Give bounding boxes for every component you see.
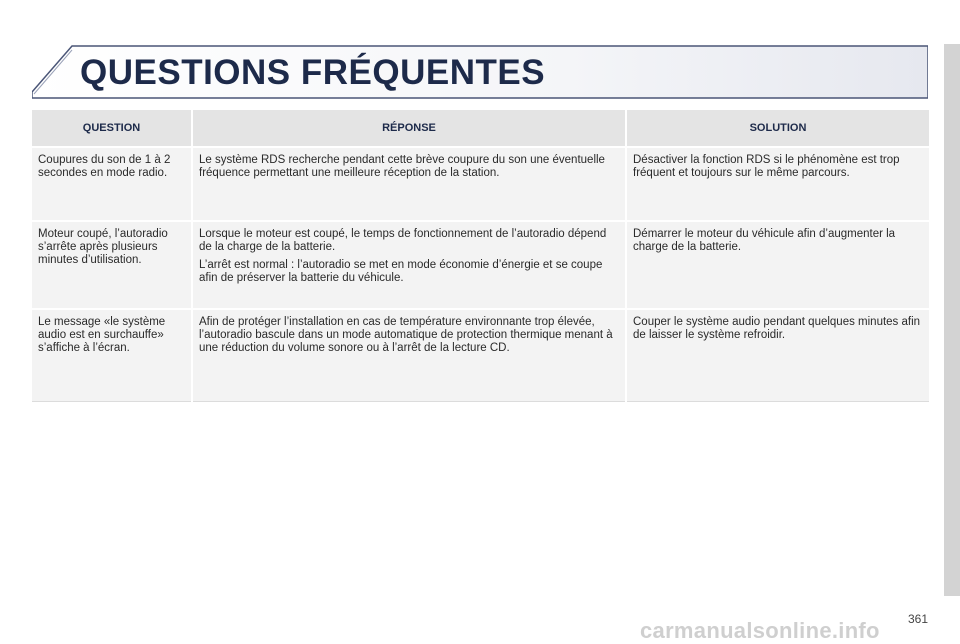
question-cell bbox=[32, 221, 192, 309]
question-text: Coupures du son de 1 à 2 secondes en mode radio. bbox=[38, 154, 171, 179]
table-row bbox=[32, 147, 929, 221]
page-title: QUESTIONS FRÉQUENTES bbox=[80, 53, 546, 92]
question-text: Moteur coupé, l’autoradio s’arrête après plusieurs minutes d’utilisation. bbox=[38, 228, 168, 266]
table-row bbox=[32, 221, 929, 309]
question-text: Le message «le système audio est en surchauffe» s’affiche à l’écran. bbox=[38, 316, 166, 354]
answer-text: Le système RDS recherche pendant cette brève coupure du son une éventuelle fréquence permettant une meilleure réception de la station. bbox=[199, 154, 605, 179]
solution-text: Désactiver la fonction RDS si le phénomène est trop fréquent et toujours sur le même parcours. bbox=[633, 154, 900, 179]
page-number: 361 bbox=[908, 612, 929, 626]
watermark-text: carmanualsonline.info bbox=[640, 618, 880, 643]
answer-cell bbox=[192, 221, 626, 309]
answer-cell bbox=[192, 309, 626, 401]
answer-cell bbox=[192, 147, 626, 221]
side-strip bbox=[944, 44, 960, 596]
solution-cell bbox=[626, 147, 929, 221]
table-row bbox=[32, 309, 929, 401]
faq-table bbox=[32, 110, 929, 402]
answer-text: Afin de protéger l’installation en cas de température environnante trop élevée, l’autoradio bascule dans un mode automatique de protection thermique menant à une réduction du volume sonore ou à l’arrêt de la lecture CD. bbox=[199, 316, 613, 354]
solution-cell bbox=[626, 309, 929, 401]
table-header-row bbox=[32, 110, 929, 147]
question-cell bbox=[32, 147, 192, 221]
solution-cell bbox=[626, 221, 929, 309]
solution-text: Démarrer le moteur du véhicule afin d’augmenter la charge de la batterie. bbox=[633, 228, 896, 253]
answer-text: L’arrêt est normal : l’autoradio se met en mode économie d’énergie et se coupe afin de préserver la batterie du véhicule. bbox=[199, 259, 603, 284]
solution-text: Couper le système audio pendant quelques minutes afin de laisser le système refroidir. bbox=[633, 316, 921, 341]
answer-text: Lorsque le moteur est coupé, le temps de fonctionnement de l’autoradio dépend de la charge de la batterie. bbox=[199, 228, 607, 253]
question-cell bbox=[32, 309, 192, 401]
column-header-question: QUESTION bbox=[32, 110, 192, 147]
column-header-solution: SOLUTION bbox=[626, 110, 929, 147]
column-header-answer: RÉPONSE bbox=[192, 110, 626, 147]
